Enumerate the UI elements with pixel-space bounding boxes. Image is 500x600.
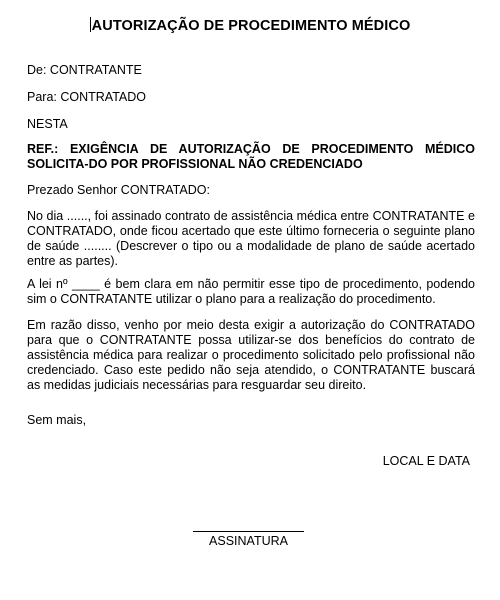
paragraph-contract: No dia ......, foi assinado contrato de assistência médica entre CONTRATANTE e CONTRATADO, onde ficou acertado que este último forneceria o seguinte plano de saúde ........ (Descrever o tipo ou a modalidade de plano de saúde acertado entre as partes). (27, 209, 475, 268)
greeting: Prezado Senhor CONTRATADO: (27, 183, 210, 197)
text-cursor (90, 17, 91, 32)
document-title-text: AUTORIZAÇÃO DE PROCEDIMENTO MÉDICO (91, 18, 411, 34)
recipient-line: Para: CONTRATADO (27, 90, 146, 104)
document-title (0, 17, 500, 34)
closing: Sem mais, (27, 413, 87, 427)
signature-line (193, 531, 304, 532)
signature-label: ASSINATURA (209, 534, 288, 548)
paragraph-law: A lei nº ____ é bem clara em não permitir esse tipo de procedimento, podendo sim o CONTRATANTE utilizar o plano para a realização do procedimento. (27, 277, 475, 306)
nesta-line: NESTA (27, 117, 68, 131)
sender-line: De: CONTRATANTE (27, 63, 142, 77)
reference-subject: REF.: EXIGÊNCIA DE AUTORIZAÇÃO DE PROCEDIMENTO MÉDICO SOLICITA-DO POR PROFISSIONAL NÃO CREDENCIADO (27, 142, 475, 171)
place-and-date: LOCAL E DATA (382, 454, 470, 468)
paragraph-request: Em razão disso, venho por meio desta exigir a autorização do CONTRATADO para que o CONTRATANTE possa utilizar-se dos benefícios do contrato de assistência médica para realizar o procedimento solicitado pelo profissional não credenciado. Caso este pedido não seja atendido, o CONTRATANTE buscará as medidas judiciais necessárias para resguardar seu direito. (27, 318, 475, 392)
